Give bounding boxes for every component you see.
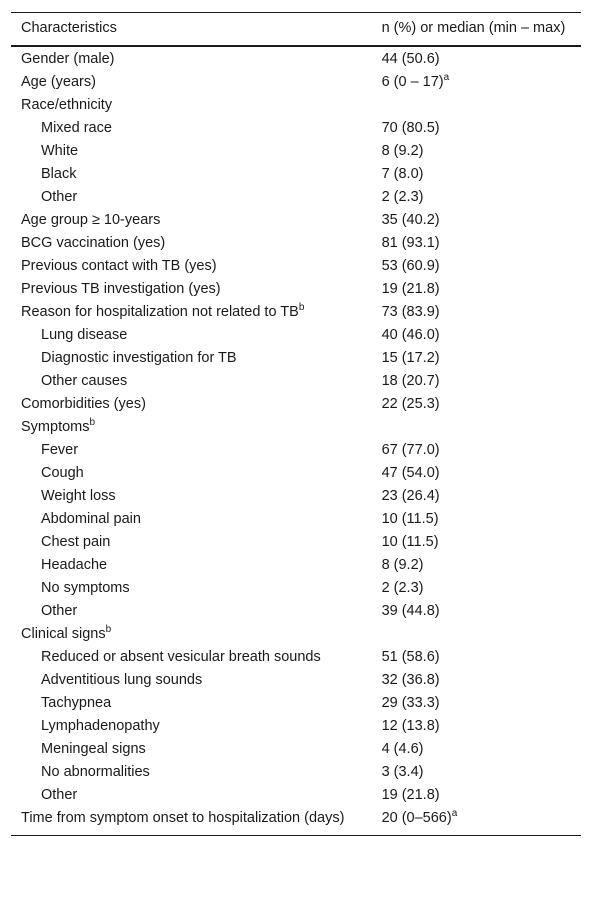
row-characteristic: [11, 669, 372, 692]
row-label: Fever: [41, 442, 79, 458]
row-value: [372, 692, 581, 715]
table-row: [11, 370, 581, 393]
row-label: Tachypnea: [41, 695, 112, 711]
row-value: [372, 324, 581, 347]
row-characteristic: [11, 94, 372, 117]
footnote-marker: b: [89, 417, 96, 428]
row-value: [372, 439, 581, 462]
row-characteristic: [11, 531, 372, 554]
row-value: [372, 669, 581, 692]
row-value-text: 2 (2.3): [381, 580, 424, 596]
row-label: Clinical signs: [21, 626, 106, 642]
row-label: BCG vaccination (yes): [21, 235, 166, 251]
table-row: [11, 347, 581, 370]
row-value-text: 8 (9.2): [381, 143, 424, 159]
table-row: [11, 232, 581, 255]
table-row: [11, 600, 581, 623]
row-characteristic: [11, 46, 372, 71]
table-row: [11, 738, 581, 761]
row-characteristic: [11, 71, 372, 94]
row-label: Race/ethnicity: [21, 97, 113, 113]
row-label: Symptoms: [21, 419, 90, 435]
row-characteristic: [11, 255, 372, 278]
row-label: Reason for hospitalization not related to TB: [21, 304, 299, 320]
row-characteristic: [11, 232, 372, 255]
row-value-text: 18 (20.7): [381, 373, 440, 389]
header-value: n (%) or median (min – max): [381, 20, 566, 36]
characteristics-table: [11, 12, 581, 836]
row-value-text: 67 (77.0): [381, 442, 440, 458]
row-value: [372, 255, 581, 278]
row-value: [372, 140, 581, 163]
row-characteristic: [11, 117, 372, 140]
row-characteristic: [11, 324, 372, 347]
row-label: Abdominal pain: [41, 511, 141, 527]
footnote-marker: a: [443, 72, 450, 83]
table-row: [11, 669, 581, 692]
row-label: Age (years): [21, 74, 96, 90]
table-row: [11, 646, 581, 669]
row-label: Adventitious lung sounds: [41, 672, 203, 688]
row-characteristic: [11, 209, 372, 232]
row-value-text: 73 (83.9): [381, 304, 440, 320]
row-value: [372, 416, 581, 439]
table-row: [11, 692, 581, 715]
table-row: [11, 209, 581, 232]
table-row: [11, 324, 581, 347]
row-characteristic: [11, 140, 372, 163]
row-label: Previous TB investigation (yes): [21, 281, 221, 297]
row-characteristic: [11, 416, 372, 439]
table-row: [11, 577, 581, 600]
row-characteristic: [11, 761, 372, 784]
table-row: [11, 71, 581, 94]
footnote-marker: b: [105, 624, 112, 635]
table-row: [11, 186, 581, 209]
row-characteristic: [11, 370, 372, 393]
row-value: [372, 462, 581, 485]
row-value: [372, 232, 581, 255]
row-value: [372, 163, 581, 186]
row-value: [372, 186, 581, 209]
row-characteristic: [11, 738, 372, 761]
row-value: [372, 761, 581, 784]
table-row: [11, 439, 581, 462]
row-label: Lymphadenopathy: [41, 718, 160, 734]
row-value: [372, 715, 581, 738]
row-value-text: 15 (17.2): [381, 350, 440, 366]
row-value-text: 29 (33.3): [381, 695, 440, 711]
row-characteristic: [11, 485, 372, 508]
table-row: [11, 46, 581, 71]
table-row: [11, 807, 581, 836]
row-characteristic: [11, 577, 372, 600]
row-value-text: 35 (40.2): [381, 212, 440, 228]
row-value-text: 32 (36.8): [381, 672, 440, 688]
row-value-text: 10 (11.5): [381, 534, 439, 550]
row-value: [372, 807, 581, 836]
row-label: Comorbidities (yes): [21, 396, 146, 412]
table-row: [11, 784, 581, 807]
table-row: [11, 278, 581, 301]
row-value: [372, 46, 581, 71]
row-value: [372, 94, 581, 117]
row-label: Other: [41, 787, 78, 803]
row-value: [372, 577, 581, 600]
row-label: Diagnostic investigation for TB: [41, 350, 237, 366]
row-characteristic: [11, 186, 372, 209]
row-value: [372, 278, 581, 301]
row-characteristic: [11, 439, 372, 462]
table-row: [11, 761, 581, 784]
row-label: Chest pain: [41, 534, 111, 550]
row-value: [372, 117, 581, 140]
row-value-text: 81 (93.1): [381, 235, 440, 251]
row-label: Cough: [41, 465, 84, 481]
row-value: [372, 71, 581, 94]
table-row: [11, 462, 581, 485]
row-label: Mixed race: [41, 120, 112, 136]
table-row: [11, 554, 581, 577]
row-value: [372, 370, 581, 393]
row-label: Lung disease: [41, 327, 128, 343]
row-value-text: 70 (80.5): [381, 120, 440, 136]
row-value: [372, 784, 581, 807]
row-characteristic: [11, 393, 372, 416]
row-label: White: [41, 143, 79, 159]
row-value-text: 40 (46.0): [381, 327, 440, 343]
row-value: [372, 623, 581, 646]
row-value-text: 19 (21.8): [381, 281, 440, 297]
table-body: [11, 46, 581, 836]
row-value: [372, 554, 581, 577]
row-value-text: 3 (3.4): [381, 764, 424, 780]
row-label: Previous contact with TB (yes): [21, 258, 217, 274]
row-label: Other: [41, 189, 78, 205]
footnote-marker: b: [298, 302, 305, 313]
row-label: Black: [41, 166, 77, 182]
row-value: [372, 738, 581, 761]
row-characteristic: [11, 554, 372, 577]
row-characteristic: [11, 715, 372, 738]
row-characteristic: [11, 600, 372, 623]
table-row: [11, 623, 581, 646]
row-label: Weight loss: [41, 488, 116, 504]
row-characteristic: [11, 508, 372, 531]
row-label: Gender (male): [21, 51, 115, 67]
table-row: [11, 508, 581, 531]
row-characteristic: [11, 278, 372, 301]
table-row: [11, 117, 581, 140]
characteristics-table-container: [11, 12, 581, 836]
table-row: [11, 485, 581, 508]
row-value-text: 6 (0 – 17): [381, 74, 444, 90]
row-value-text: 22 (25.3): [381, 396, 440, 412]
row-value-text: 47 (54.0): [381, 465, 440, 481]
row-value: [372, 646, 581, 669]
row-characteristic: [11, 646, 372, 669]
table-row: [11, 715, 581, 738]
row-label: No symptoms: [41, 580, 130, 596]
table-row: [11, 301, 581, 324]
table-header: [11, 13, 581, 47]
row-value-text: 20 (0–566): [381, 810, 452, 826]
table-row: [11, 163, 581, 186]
table-row: [11, 416, 581, 439]
row-value-text: 39 (44.8): [381, 603, 440, 619]
header-characteristics: Characteristics: [21, 20, 117, 36]
row-label: Meningeal signs: [41, 741, 146, 757]
row-label: Headache: [41, 557, 108, 573]
footnote-marker: a: [451, 808, 458, 819]
row-value-text: 44 (50.6): [381, 51, 440, 67]
row-label: Other: [41, 603, 78, 619]
row-label: Reduced or absent vesicular breath sounds: [41, 649, 321, 665]
row-characteristic: [11, 462, 372, 485]
row-value: [372, 393, 581, 416]
row-characteristic: [11, 623, 372, 646]
row-value: [372, 485, 581, 508]
table-row: [11, 393, 581, 416]
row-value: [372, 209, 581, 232]
row-value-text: 53 (60.9): [381, 258, 440, 274]
row-value-text: 23 (26.4): [381, 488, 440, 504]
row-value-text: 19 (21.8): [381, 787, 440, 803]
row-value: [372, 301, 581, 324]
row-label: No abnormalities: [41, 764, 150, 780]
row-characteristic: [11, 807, 372, 836]
row-characteristic: [11, 163, 372, 186]
row-label: Age group ≥ 10-years: [21, 212, 161, 228]
row-value: [372, 347, 581, 370]
row-characteristic: [11, 784, 372, 807]
row-value-text: 8 (9.2): [381, 557, 424, 573]
row-characteristic: [11, 692, 372, 715]
row-value-text: 2 (2.3): [381, 189, 424, 205]
table-row: [11, 94, 581, 117]
row-value-text: 10 (11.5): [381, 511, 439, 527]
row-value-text: 12 (13.8): [381, 718, 440, 734]
row-value-text: 7 (8.0): [381, 166, 424, 182]
row-value: [372, 600, 581, 623]
row-value-text: 4 (4.6): [381, 741, 424, 757]
row-value: [372, 531, 581, 554]
row-characteristic: [11, 347, 372, 370]
table-row: [11, 140, 581, 163]
table-row: [11, 531, 581, 554]
row-value: [372, 508, 581, 531]
header-row: [11, 13, 581, 47]
row-label: Other causes: [41, 373, 128, 389]
row-label: Time from symptom onset to hospitalization (days): [21, 810, 345, 826]
row-characteristic: [11, 301, 372, 324]
row-value-text: 51 (58.6): [381, 649, 440, 665]
table-row: [11, 255, 581, 278]
